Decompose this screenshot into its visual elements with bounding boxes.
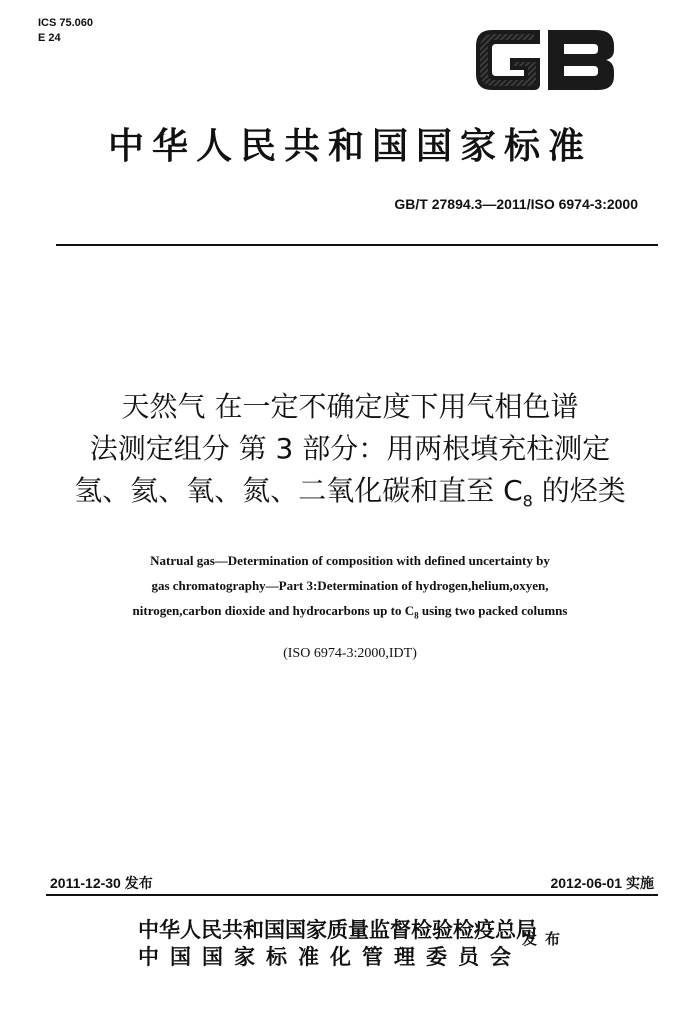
gb-logo [470, 9, 620, 96]
issue-date: 2011-12-30 发布 [50, 875, 153, 891]
en-title-line-3-prefix: nitrogen,carbon dioxide and hydrocarbons up to C [132, 603, 415, 618]
cn-title-line-3-prefix: 氢、氦、氧、氮、二氧化碳和直至 C [74, 474, 523, 507]
issuer-line-1: 中华人民共和国国家质量监督检验检疫总局 [138, 917, 537, 942]
iso-reference: (ISO 6974-3:2000,IDT) [283, 646, 417, 661]
publish-label: 发布 [522, 930, 569, 948]
cn-title-line-3 [0, 470, 700, 523]
standard-title: 中华人民共和国国家标准 [107, 125, 592, 167]
cn-title-line-3-suffix: 的烃类 [532, 474, 626, 507]
classification-codes [38, 16, 93, 46]
chinese-title [0, 386, 700, 523]
issuing-authorities [138, 916, 537, 970]
en-title-line-1: Natrual gas—Determination of composition with defined uncertainty by [150, 553, 550, 568]
bottom-divider [46, 894, 658, 896]
issuer-line-2: 中国国家标准化管理委员会 [138, 944, 522, 969]
en-title-subscript: 8 [414, 610, 419, 621]
cn-title-line-2: 法测定组分 第 3 部分：用两根填充柱测定 [89, 432, 611, 465]
en-title-line-2: gas chromatography—Part 3:Determination of hydrogen,helium,oxyen, [151, 578, 549, 593]
en-title-line-3 [0, 598, 700, 629]
english-title [0, 548, 700, 629]
implementation-date: 2012-06-01 实施 [550, 875, 654, 891]
cn-title-subscript: 8 [522, 491, 533, 511]
ccs-code: E 24 [38, 32, 61, 44]
cn-title-line-1: 天然气 在一定不确定度下用气相色谱 [121, 390, 579, 423]
en-title-line-3-suffix: using two packed columns [418, 603, 568, 618]
logo-text: GB [470, 9, 495, 28]
standard-code: GB/T 27894.3—2011/ISO 6974-3:2000 [394, 196, 638, 212]
ics-code: ICS 75.060 [38, 17, 94, 29]
top-divider [56, 244, 658, 246]
